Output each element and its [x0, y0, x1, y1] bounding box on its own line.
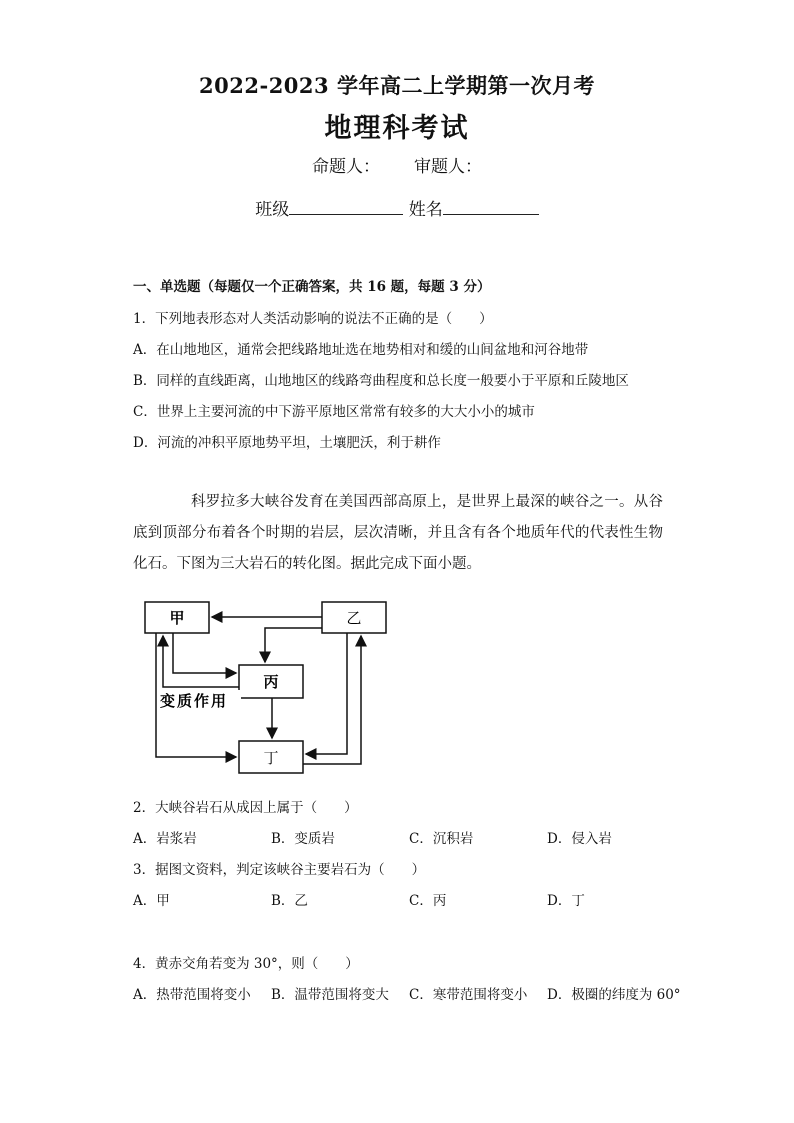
question-2-options: [133, 827, 612, 847]
student-info-line: [0, 195, 794, 220]
box-yi-label: 乙: [346, 609, 362, 627]
material-paragraph: 科罗拉多大峡谷发育在美国西部高原上，是世界上最深的峡谷之一。从谷底到顶部分布着各个时期的岩层，层次清晰，并且含有各个地质年代的代表性生物化石。下图为三大岩石的转化图。据此完成下面小题。: [133, 494, 663, 572]
question-4-option-c: C．寒带范围将变小: [409, 987, 528, 1003]
box-ding-label: 丁: [263, 749, 279, 767]
section-heading: 一、单选题（每题仅一个正确答案，共 16 题，每题 3 分）: [133, 279, 491, 295]
question-4-option-b: B．温带范围将变大: [271, 987, 389, 1003]
question-3-option-d: D．丁: [547, 893, 585, 909]
question-3-option-b: B．乙: [271, 893, 308, 909]
question-2-option-c: C．沉积岩: [409, 831, 474, 847]
question-4-option-d: D．极圈的纬度为 60°: [547, 987, 681, 1003]
question-4-options: [133, 983, 685, 1003]
question-3-option-a: A．甲: [133, 893, 170, 909]
exam-title: 2022-2023 学年高二上学期第一次月考: [199, 73, 595, 98]
box-bing-label: 丙: [263, 673, 279, 691]
question-1-option-a: A．在山地地区，通常会把线路地址选在地势相对和缓的山间盆地和河谷地带: [133, 342, 589, 358]
question-2-option-b: B．变质岩: [271, 831, 335, 847]
class-label: 班级: [255, 200, 290, 220]
class-blank[interactable]: [289, 200, 403, 215]
question-3-stem: 3．据图文资料，判定该峡谷主要岩石为（ ）: [133, 862, 426, 878]
exam-subject: 地理科考试: [324, 113, 470, 144]
question-1-option-b: B．同样的直线距离，山地地区的线路弯曲程度和总长度一般要小于平原和丘陵地区: [133, 373, 629, 389]
question-2-stem: 2．大峡谷岩石从成因上属于（ ）: [133, 800, 358, 816]
question-3-option-c: C．丙: [409, 893, 447, 909]
rock-cycle-diagram: [135, 592, 405, 784]
question-1-option-d: D．河流的冲积平原地势平坦，土壤肥沃，利于耕作: [133, 435, 441, 451]
name-blank[interactable]: [443, 200, 539, 215]
setter-label: 命题人：: [312, 157, 380, 177]
name-label: 姓名: [408, 200, 443, 220]
question-1-option-c: C．世界上主要河流的中下游平原地区常常有较多的大大小小的城市: [133, 404, 535, 420]
setter-line: [0, 152, 794, 177]
question-4-stem: 4．黄赤交角若变为 30°，则（ ）: [133, 956, 359, 972]
question-4-option-a: A．热带范围将变小: [133, 987, 251, 1003]
question-2-option-a: A．岩浆岩: [133, 831, 197, 847]
question-3-options: [133, 889, 585, 909]
question-1-stem: 1．下列地表形态对人类活动影响的说法不正确的是（ ）: [133, 311, 493, 327]
metamorphism-label: 变质作用: [160, 692, 229, 710]
box-jia-label: 甲: [169, 609, 185, 627]
question-2-option-d: D．侵入岩: [547, 831, 612, 847]
reviewer-label: 审题人：: [414, 157, 482, 177]
